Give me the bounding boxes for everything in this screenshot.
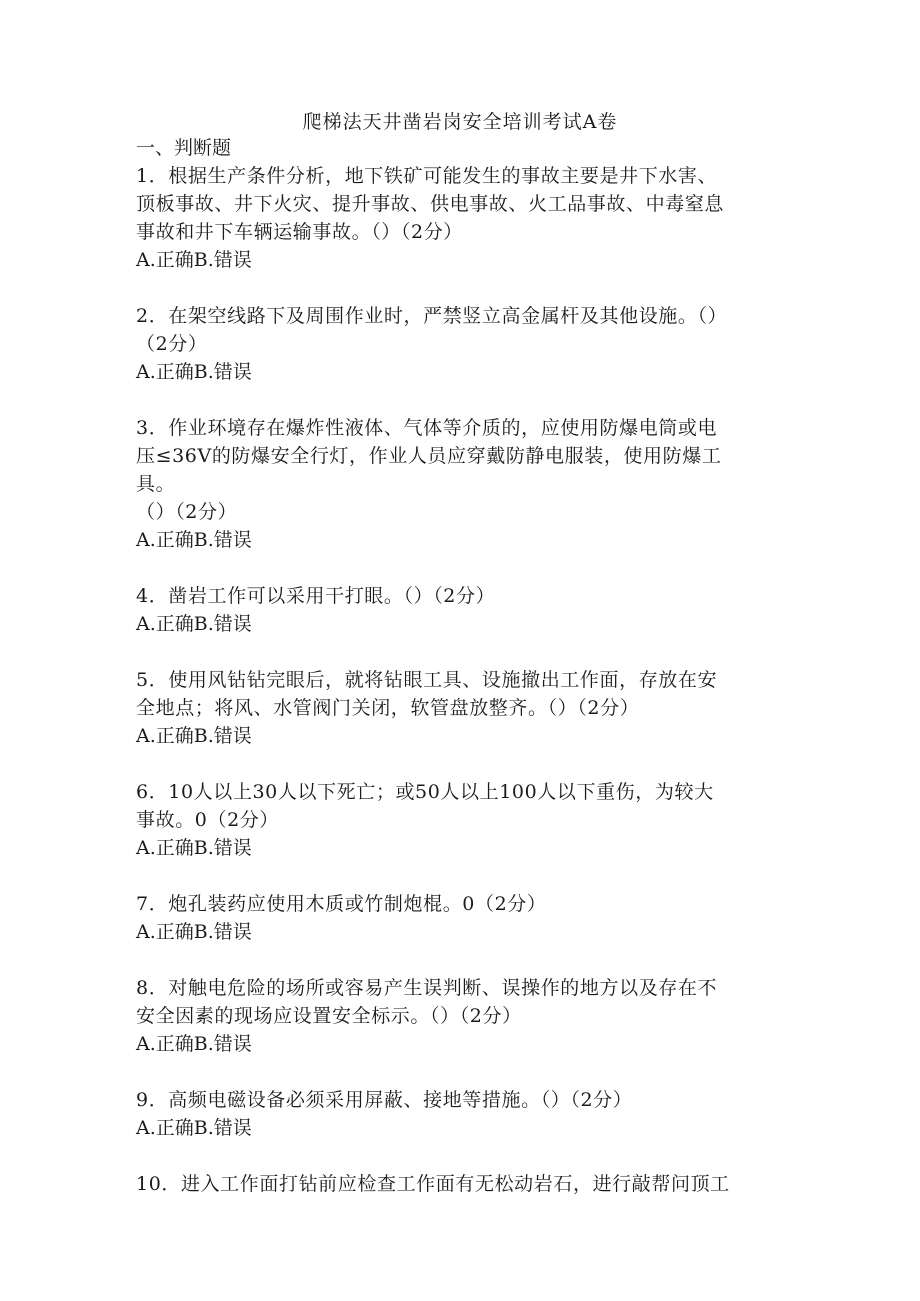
answer-options: A.正确B.错误 [136, 1033, 252, 1055]
question-text-line: 具。 [136, 473, 176, 495]
question-text-line: 1．根据生产条件分析，地下铁矿可能发生的事故主要是井下水害、 [136, 165, 718, 187]
question-text-line: 事故和井下车辆运输事故。（）（2分） [136, 221, 463, 243]
question-text-line: 全地点；将风、水管阀门关闭，软管盘放整齐。（）（2分） [136, 697, 640, 719]
question-spacer [136, 638, 791, 666]
answer-options: A.正确B.错误 [136, 921, 252, 943]
question-text-line: （）（2分） [136, 501, 238, 523]
question-item [136, 1086, 791, 1142]
question-text-line: 顶板事故、井下火灾、提升事故、供电事故、火工品事故、中毒窒息 [136, 193, 725, 215]
question-text-line: （2分） [136, 333, 208, 355]
answer-options: A.正确B.错误 [136, 529, 252, 551]
question-text-line: 3．作业环境存在爆炸性液体、气体等介质的，应使用防爆电筒或电 [136, 417, 718, 439]
question-text-line: 8．对触电危险的场所或容易产生误判断、误操作的地方以及存在不 [136, 977, 718, 999]
question-spacer [136, 750, 791, 778]
question-text-line: 2．在架空线路下及周围作业时，严禁竖立高金属杆及其他设施。（） [136, 305, 728, 327]
question-item [136, 302, 791, 386]
question-spacer [136, 946, 791, 974]
question-list [136, 162, 791, 1198]
question-item [136, 162, 791, 274]
question-item [136, 666, 791, 750]
question-text-line: 9．高频电磁设备必须采用屏蔽、接地等措施。（）（2分） [136, 1089, 633, 1111]
section-heading: 一、判断题 [136, 137, 232, 159]
question-item [136, 414, 791, 554]
answer-options: A.正确B.错误 [136, 837, 252, 859]
question-text-line: 10．进入工作面打钻前应检查工作面有无松动岩石，进行敲帮问顶工 [136, 1173, 730, 1195]
question-text-line: 事故。0（2分） [136, 809, 279, 831]
question-text-line: 5．使用风钻钻完眼后，就将钻眼工具、设施撤出工作面，存放在安 [136, 669, 718, 691]
answer-options: A.正确B.错误 [136, 725, 252, 747]
question-spacer [136, 274, 791, 302]
question-text-line: 安全因素的现场应设置安全标示。（）（2分） [136, 1005, 522, 1027]
question-text-line: 压≤36V的防爆安全行灯，作业人员应穿戴防静电服装，使用防爆工 [136, 445, 722, 467]
answer-options: A.正确B.错误 [136, 361, 252, 383]
question-item [136, 778, 791, 862]
question-item [136, 890, 791, 946]
question-text-line: 6．10人以上30人以下死亡；或50人以上100人以下重伤，为较大 [136, 781, 714, 803]
answer-options: A.正确B.错误 [136, 613, 252, 635]
answer-options: A.正确B.错误 [136, 249, 252, 271]
question-item [136, 974, 791, 1058]
document-title: 爬梯法天井凿岩岗安全培训考试A卷 [302, 111, 618, 133]
question-item [136, 582, 791, 638]
question-spacer [136, 386, 791, 414]
question-item [136, 1170, 791, 1198]
question-text-line: 4．凿岩工作可以采用干打眼。（）（2分） [136, 585, 496, 607]
question-spacer [136, 1142, 791, 1170]
question-spacer [136, 554, 791, 582]
question-spacer [136, 1058, 791, 1086]
answer-options: A.正确B.错误 [136, 1117, 252, 1139]
question-text-line: 7．炮孔装药应使用木质或竹制炮棍。0（2分） [136, 893, 547, 915]
question-spacer [136, 862, 791, 890]
document-body [136, 134, 791, 1198]
